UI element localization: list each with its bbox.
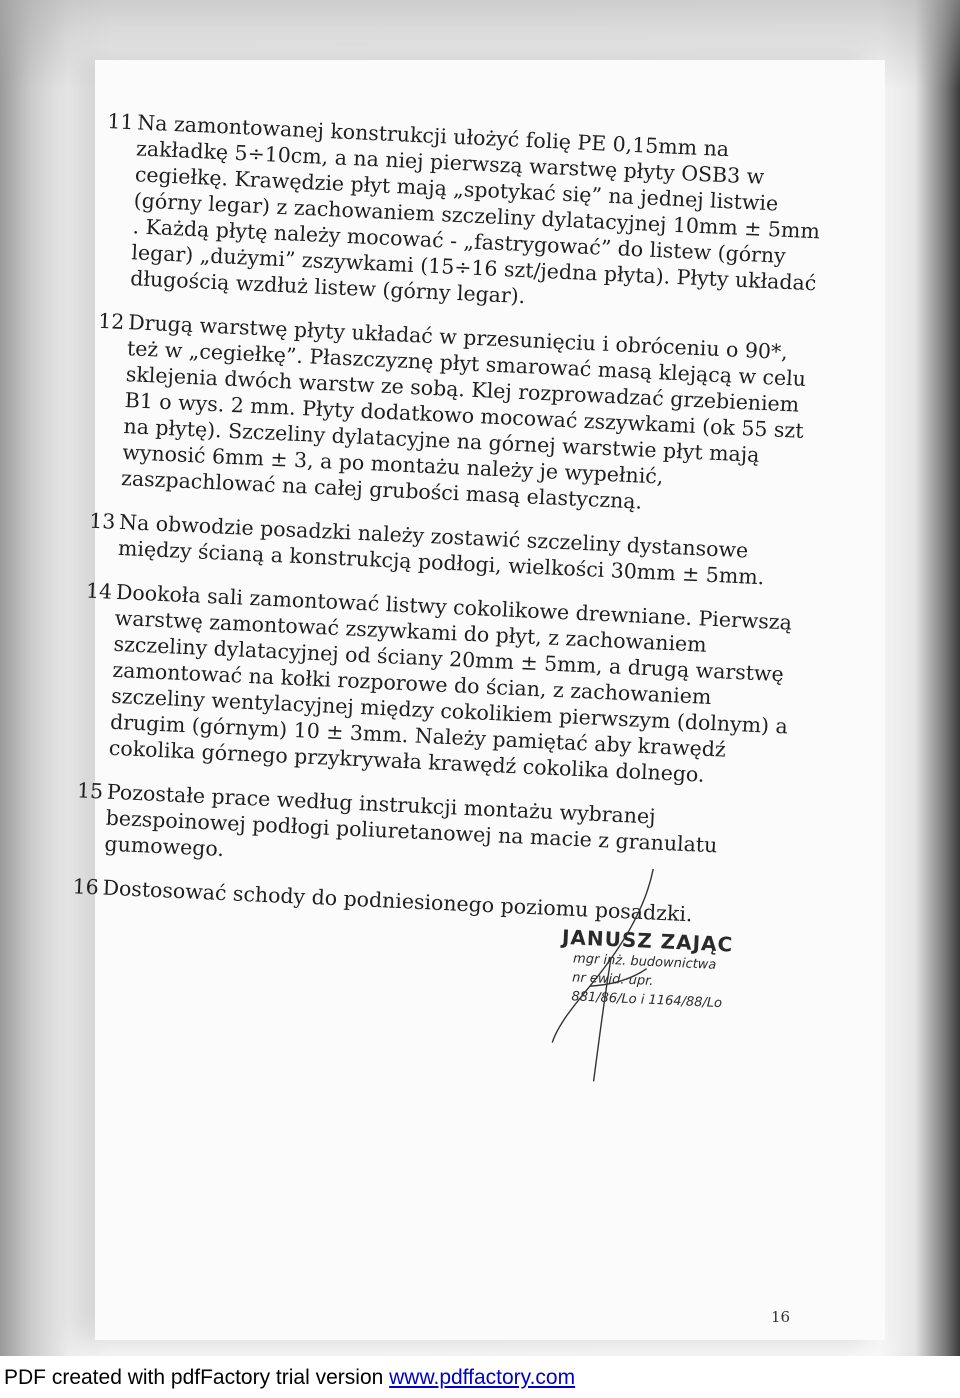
item-number: 12 bbox=[97, 308, 125, 334]
item-text: Pozostałe prace według instrukcji montażu wybranej bezspoinowej podłogi poliuretanowej na macie z granulatu gumowego. bbox=[104, 779, 718, 862]
list-item bbox=[87, 508, 809, 593]
stamp-title: mgr inż. budownictwa bbox=[572, 951, 717, 973]
list-item bbox=[100, 108, 828, 322]
list-item bbox=[91, 308, 819, 522]
item-text: Na zamontowanej konstrukcji ułożyć folię PE 0,15mm na zakładkę 5÷10cm, a na niej pierwszą warstwę płyty OSB3 w cegiełkę. Krawędzie płyt mają „spotykać się” na jednej listwie (górny legar) z zachowaniem szczeliny dylatacyjnej 10mm ± 5mm . Każdą płytę należy mocować - „fastrygować” do listew (górny legar) „dużymi” zszywkami (15÷16 szt/jedna płyta). Płyty układać długością wzdłuż listew (górny legar). bbox=[129, 110, 821, 309]
page-number: 16 bbox=[771, 1308, 791, 1326]
list-item bbox=[78, 578, 806, 792]
stamp-name: JANUSZ ZAJĄC bbox=[561, 924, 734, 957]
stamp-registry: nr ewid. upr. bbox=[571, 970, 654, 990]
item-text: Dostosować schody do podniesionego poziomu posadzki. bbox=[102, 875, 693, 927]
item-number: 14 bbox=[85, 578, 113, 604]
footer-link[interactable]: www.pdffactory.com bbox=[389, 1366, 576, 1389]
footer-text: PDF created with pdfFactory trial version bbox=[4, 1366, 390, 1389]
engineer-stamp bbox=[558, 925, 793, 1045]
instruction-list bbox=[71, 108, 827, 950]
pdf-footer bbox=[0, 1358, 960, 1398]
stamp-license-numbers: 881/86/Lo i 1164/88/Lo bbox=[571, 989, 723, 1012]
signature-icon bbox=[545, 864, 675, 1089]
item-text: Dookoła sali zamontować listwy cokolikowe drewniane. Pierwszą warstwę zamontować zszywkami do płyt, z zachowaniem szczeliny dylatacyjnej od ściany 20mm ± 5mm, a drugą warstwę zamontować na kołki rozporowe do ścian, z zachowaniem szczeliny wentylacyjnej między cokolikiem pierwszym (dolnym) a drugim (górnym) 10 ± 3mm. Należy pamiętać aby krawędź cokolika górnego przykrywała krawędź cokolika dolnego. bbox=[108, 579, 793, 787]
item-number: 13 bbox=[88, 508, 116, 534]
item-text: Na obwodzie posadzki należy zostawić szczeliny dystansowe między ścianą a konstrukcją podłogi, wielkości 30mm ± 5mm. bbox=[117, 509, 765, 590]
item-number: 16 bbox=[72, 874, 100, 900]
item-number: 11 bbox=[106, 108, 135, 135]
item-number: 15 bbox=[76, 778, 104, 804]
list-item bbox=[74, 777, 797, 888]
item-text: Drugą warstwę płyty układać w przesunięciu i obróceniu o 90*, też w „cegiełkę”. Płaszczyznę płyt smarować masą klejącą w celu sklejenia dwóch warstw ze sobą. Klej rozprowadzać grzebieniem B1 o wys. 2 mm. Płyty dodatkowo mocować zszywkami (ok 55 szt na płytę). Szczeliny dylatacyjne na górnej warstwie płyt mają wynosić 6mm ± 3, a po montażu należy je wypełnić, zaszpachlować na całej grubości masą elastyczną. bbox=[120, 310, 807, 514]
